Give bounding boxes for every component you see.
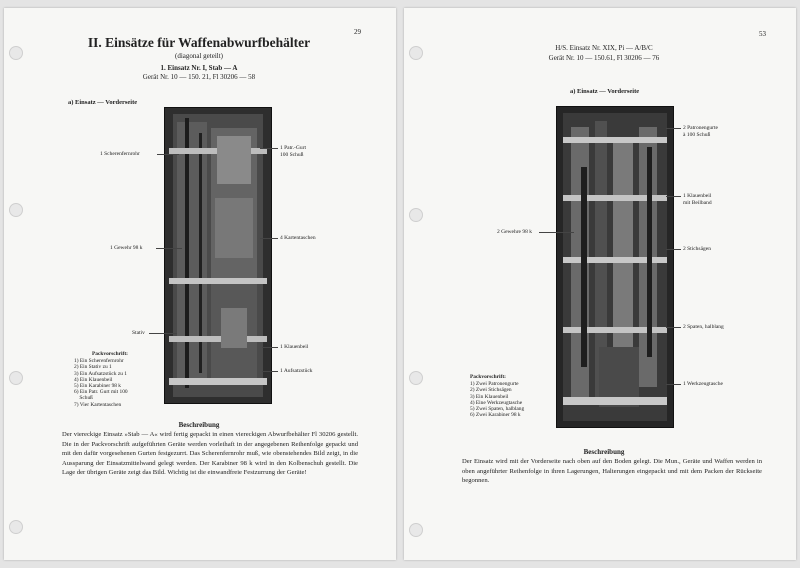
pack-item: 3) Ein Klauenbeil xyxy=(470,393,509,400)
label-scherenfernrohr: 1 Scherenfernrohr xyxy=(100,151,140,157)
equipment-photo xyxy=(164,107,272,404)
description-heading: Beschreibung xyxy=(178,421,220,429)
pack-item: 5) Zwei Spaten, halblang xyxy=(470,406,525,413)
leader-line xyxy=(666,249,681,250)
leader-line xyxy=(666,128,681,129)
leader-line xyxy=(157,154,179,155)
pack-item: 2) Zwei Stichsägen xyxy=(470,387,512,394)
pack-instructions xyxy=(74,351,164,408)
punch-hole xyxy=(409,371,423,385)
pack-title: Packvorschrift: xyxy=(92,351,128,357)
description-text: Der Einsatz wird mit der Vorderseite nach oben auf den Boden gelegt. Die Mun., Geräte und Waffen werden in oben angeführter Reihenfolge in ihren Lagerungen, Halterungen eingepackt und mit dem Packen der Rückseite begonnen. xyxy=(462,458,762,485)
pack-item: 2) Ein Stativ zu 1 xyxy=(74,364,112,371)
punch-hole xyxy=(9,46,23,60)
label-kartentaschen: 4 Kartentaschen xyxy=(280,235,316,241)
header-line-2: Gerät Nr. 10 — 150.61, Fl 30206 — 76 xyxy=(548,54,660,62)
pack-item: 4) Eine Werkzeugtasche xyxy=(470,399,523,406)
equipment-photo xyxy=(556,106,674,428)
pack-item: 3) Ein Aufsatzstück zu 1 xyxy=(74,370,127,377)
pack-item: 1) Ein Scherenfernrohr xyxy=(74,358,124,365)
label-aufsatzstueck: 1 Aufsatzstück xyxy=(280,368,313,374)
punch-hole xyxy=(9,371,23,385)
insert-name: 1. Einsatz Nr. I, Stab — A xyxy=(160,64,238,72)
label-klauenbeil: 1 Klauenbeil mit Beilband xyxy=(683,193,712,206)
leader-line xyxy=(262,371,278,372)
description-heading: Beschreibung xyxy=(583,448,625,456)
header-line-1: H/S. Einsatz Nr. XIX, Pi — A/B/C xyxy=(555,44,653,52)
punch-hole xyxy=(409,46,423,60)
label-klauenbeil: 1 Klauenbeil xyxy=(280,344,309,350)
pack-item: 6) Zwei Karabiner 98 k xyxy=(470,412,521,419)
leader-line xyxy=(666,196,681,197)
leader-line xyxy=(539,232,574,233)
leader-line xyxy=(260,148,278,149)
title-note: (diagonal geteilt) xyxy=(174,52,223,60)
punch-hole xyxy=(9,203,23,217)
pack-item: 6) Ein Patr. Gurt mit 100 Schuß xyxy=(74,389,128,402)
pack-item: 5) Ein Karabiner 98 k xyxy=(74,383,122,390)
right-page xyxy=(404,8,796,560)
section-heading: a) Einsatz — Vorderseite xyxy=(68,99,138,106)
punch-hole xyxy=(409,208,423,222)
punch-hole xyxy=(409,523,423,537)
description-text: Der viereckige Einsatz »Stab — A« wird fertig gepackt in einen viereckigen Abwurfbehälter Fl 30206 gestellt. Die in der Packvorschrift aufgeführten Geräte werden vorleihaft in der angegebenen Reihenfolge gepackt und mit den dafür vorgesehenen Gurten festgezurrt. Das Scherenfernrohr muß, wie obenstehendes Bild zeigt, in die Aussparung der Einsatzmittelwand gelegt werden. Der Karabiner 98 k wird in den Kolbenschuh gestellt. Die Lage der übrigen Geräte zeigt das Bild. Wichtig ist die einwandfreie Festzurrung der Geräte! xyxy=(62,431,358,477)
label-gewehr: 1 Gewehr 98 k xyxy=(110,245,143,251)
leader-line xyxy=(149,333,177,334)
pack-title: Packvorschrift: xyxy=(470,374,506,380)
label-stichsaegen: 2 Stichsägen xyxy=(683,246,711,252)
label-werkzeugtasche: 1 Werkzeugtasche xyxy=(683,381,723,387)
leader-line xyxy=(666,384,681,385)
section-heading: a) Einsatz — Vorderseite xyxy=(570,88,640,95)
pack-instructions xyxy=(470,374,560,418)
punch-hole xyxy=(9,520,23,534)
label-patr-gurt: 1 Patr.-Gurt 100 Schuß xyxy=(280,145,306,158)
page-title: II. Einsätze für Waffenabwurfbehälter xyxy=(87,35,311,50)
leader-line xyxy=(262,347,278,348)
pack-item: 4) Ein Klauenbeil xyxy=(74,376,113,383)
label-patronengurte: 2 Patronengurte à 100 Schuß xyxy=(683,125,718,138)
label-spaten: 2 Spaten, halblang xyxy=(683,324,724,330)
left-page xyxy=(4,8,396,560)
pack-item: 7) Vier Kartentaschen xyxy=(74,401,122,408)
page-number: 29 xyxy=(354,28,361,36)
pack-item: 1) Zwei Patronengurte xyxy=(470,381,519,388)
leader-line xyxy=(156,248,182,249)
device-number: Gerät Nr. 10 — 150. 21, Fl 30206 — 58 xyxy=(142,73,256,81)
leader-line xyxy=(666,327,681,328)
label-gewehre: 2 Gewehre 98 k xyxy=(497,229,532,235)
label-stativ: Stativ xyxy=(132,330,145,336)
leader-line xyxy=(260,238,278,239)
page-number: 53 xyxy=(759,30,766,38)
